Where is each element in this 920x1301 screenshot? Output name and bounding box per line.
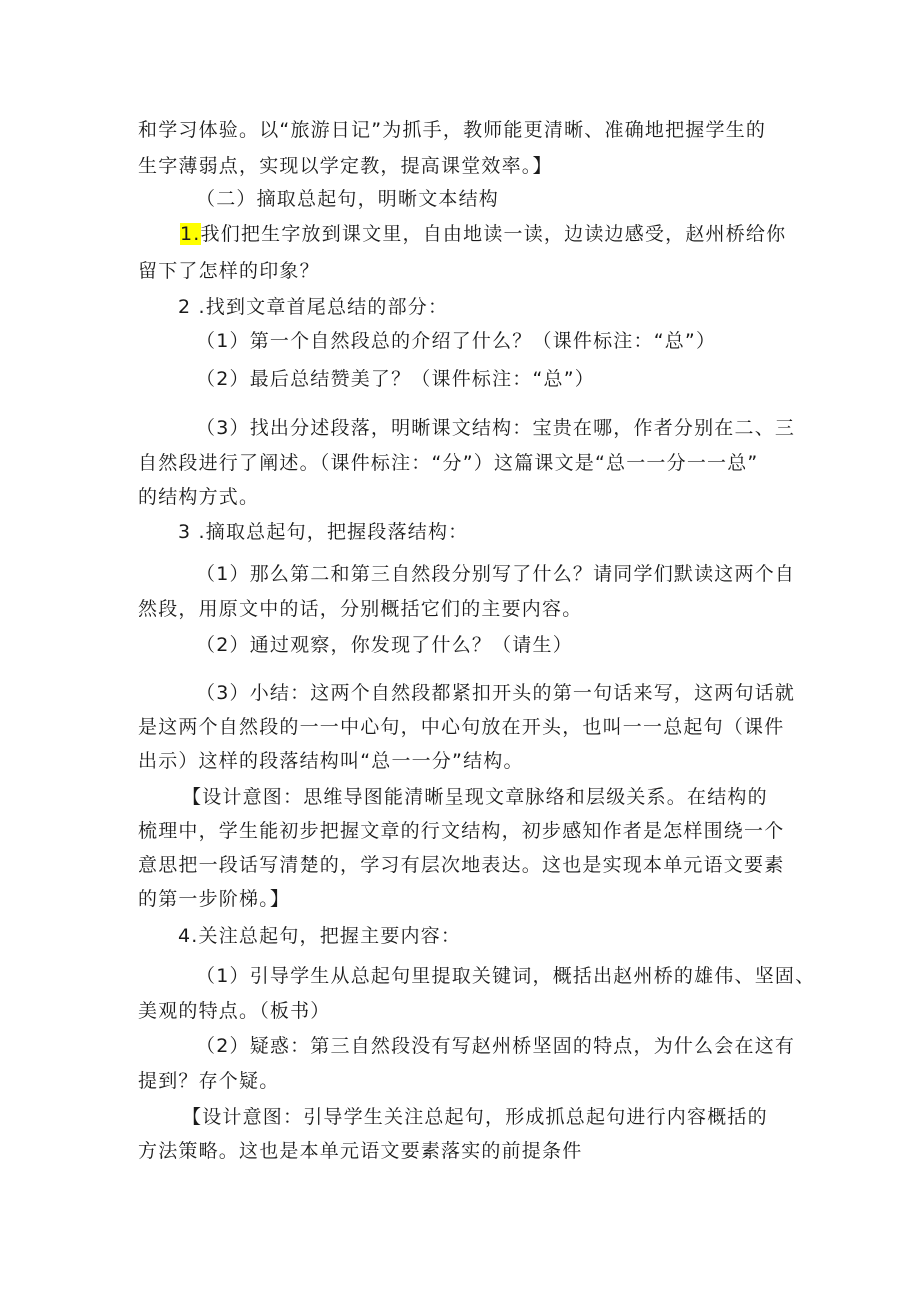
text-line: 留下了怎样的印象？: [138, 260, 320, 282]
list-item: （2）最后总结赞美了？（课件标注：“总”）: [196, 368, 595, 390]
text-line: 方法策略。这也是本单元语文要素落实的前提条件: [138, 1140, 583, 1162]
text-line-content: 我们把生字放到课文里，自由地读一读，边读边感受，赵州桥给你: [200, 223, 787, 245]
text-line: 美观的特点。（板书）: [138, 1000, 331, 1022]
text-line: 是这两个自然段的一一中心句，中心句放在开头，也叫一一总起句（课件: [138, 716, 785, 738]
text-line: [180, 221, 786, 247]
text-line: 梳理中，学生能初步把握文章的行文结构，初步感知作者是怎样围绕一个: [138, 820, 785, 842]
list-heading: 3 .摘取总起句，把握段落结构：: [178, 521, 469, 543]
text-line: 的结构方式。: [138, 486, 260, 508]
text-line: 提到？存个疑。: [138, 1070, 280, 1092]
text-line: 生字薄弱点，实现以学定教，提高课堂效率。】: [138, 155, 553, 177]
list-item: （1）那么第二和第三自然段分别写了什么？请同学们默读这两个自: [196, 563, 796, 585]
section-heading: （二）摘取总起句，明晰文本结构: [196, 188, 500, 210]
design-intent-note: 【设计意图：思维导图能清晰呈现文章脉络和层级关系。在结构的: [182, 786, 768, 808]
list-item: （1）引导学生从总起句里提取关键词，概括出赵州桥的雄伟、坚固、: [196, 965, 816, 987]
list-item: （2）疑惑：第三自然段没有写赵州桥坚固的特点，为什么会在这有: [196, 1035, 796, 1057]
highlighted-number: 1.: [180, 223, 201, 245]
text-line: 和学习体验。以“旅游日记”为抓手，教师能更清晰、准确地把握学生的: [138, 119, 767, 141]
text-line: 出示）这样的段落结构叫“总一一分”结构。: [138, 750, 524, 772]
list-item: （3）小结：这两个自然段都紧扣开头的第一句话来写，这两句话就: [196, 682, 796, 704]
list-item: （3）找出分述段落，明晰课文结构：宝贵在哪，作者分别在二、三: [196, 417, 796, 439]
text-line: 的第一步阶梯。】: [138, 888, 291, 910]
design-intent-note: 【设计意图：引导学生关注总起句，形成抓总起句进行内容概括的: [182, 1106, 768, 1128]
list-item: （1）第一个自然段总的介绍了什么？（课件标注：“总”）: [196, 330, 717, 352]
text-line: 然段，用原文中的话，分别概括它们的主要内容。: [138, 598, 583, 620]
list-item: （2）通过观察，你发现了什么？（请生）: [196, 634, 573, 656]
text-line: 自然段进行了阐述。（课件标注：“分”）这篇课文是“总一一分一一总”: [138, 452, 759, 474]
list-heading: 4.关注总起句，把握主要内容：: [178, 925, 462, 947]
text-line: 意思把一段话写清楚的，学习有层次地表达。这也是实现本单元语文要素: [138, 854, 785, 876]
list-heading: 2 .找到文章首尾总结的部分：: [178, 296, 449, 318]
